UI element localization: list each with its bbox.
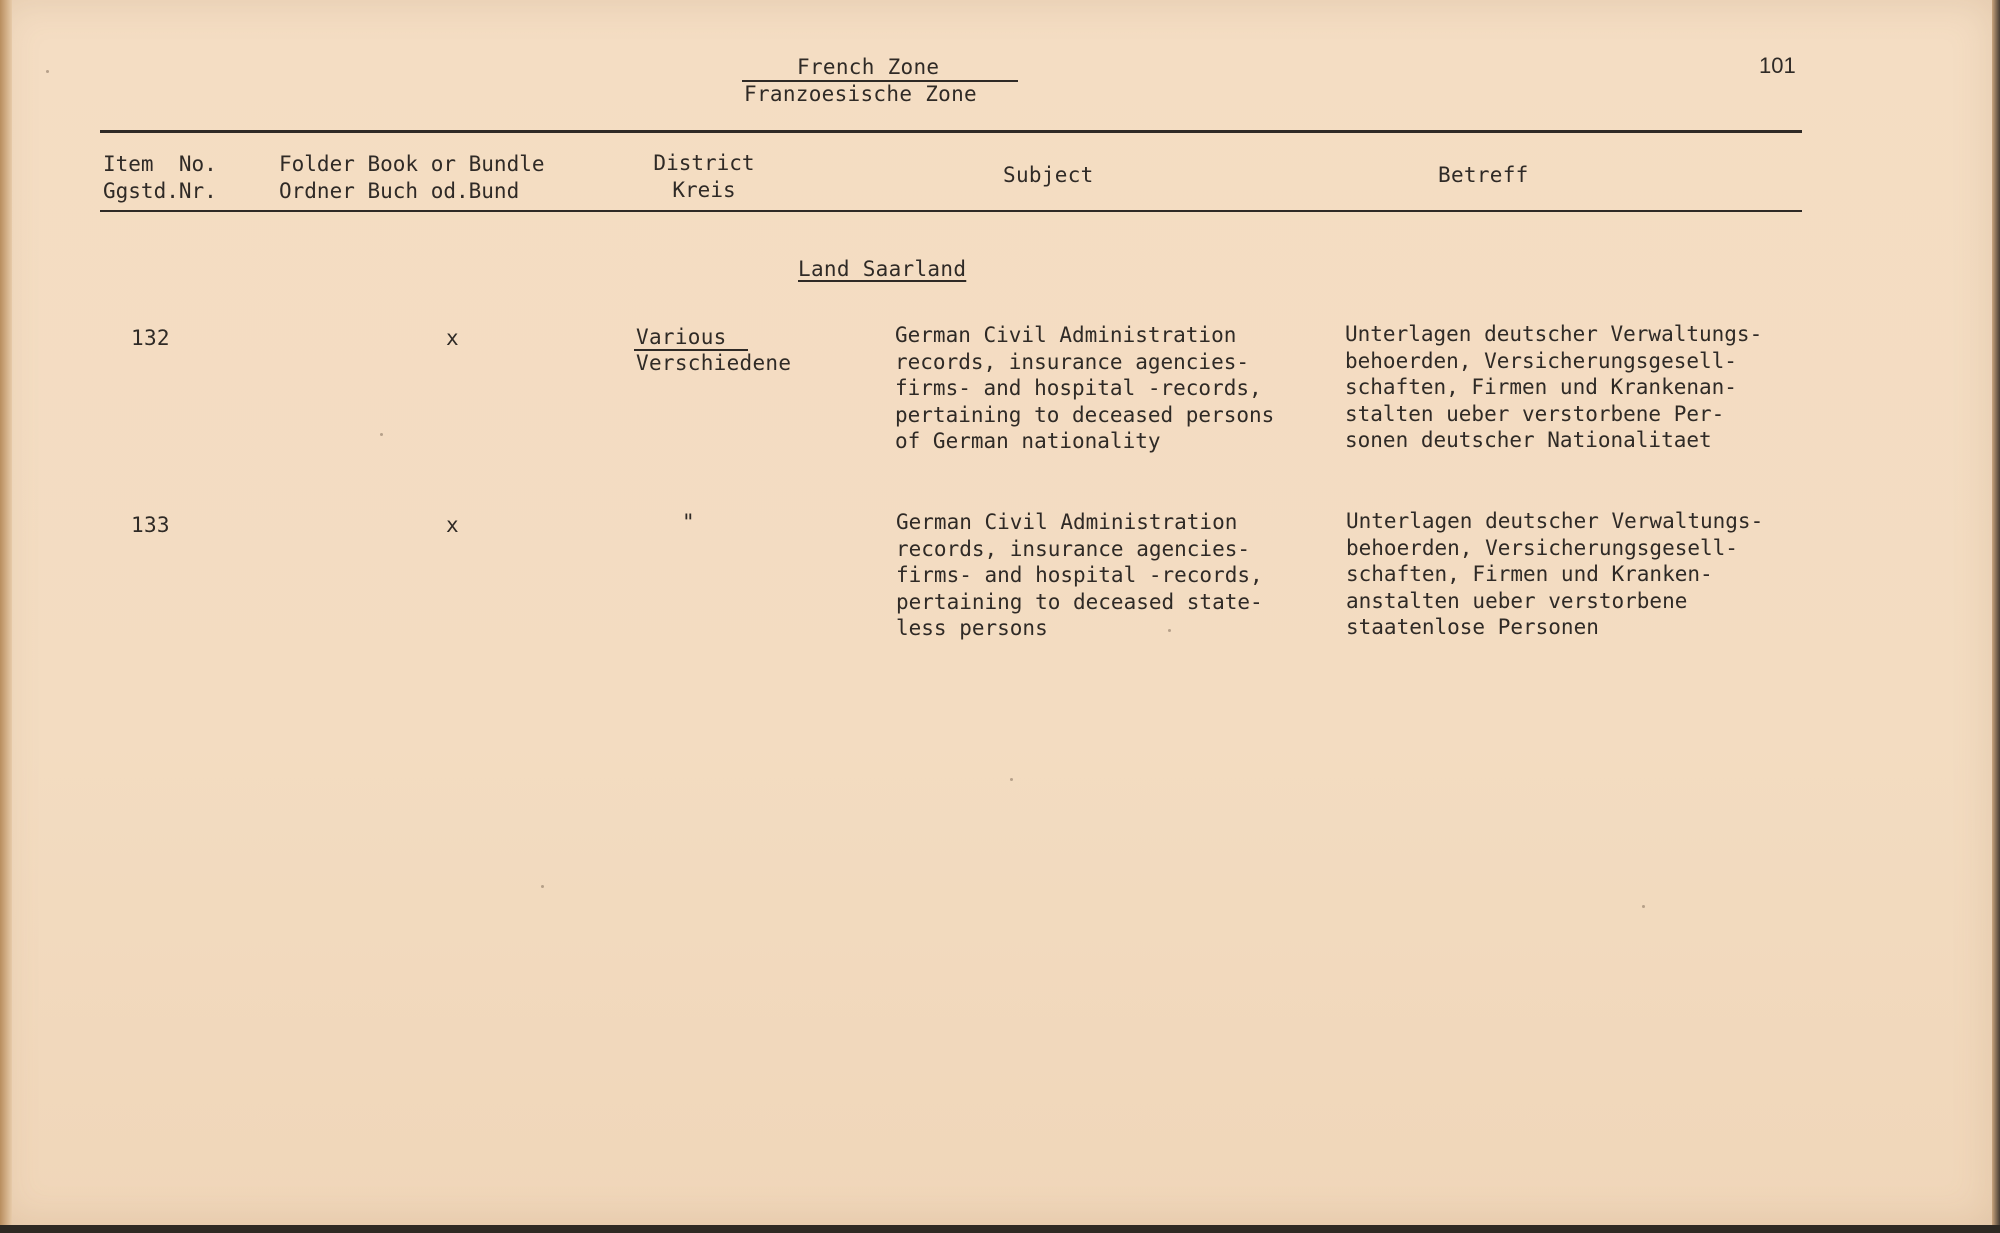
paper-speck: [1010, 778, 1013, 781]
column-header-district: District Kreis: [653, 151, 755, 202]
paper-speck: [380, 433, 383, 436]
header-top-rule: [100, 130, 1802, 133]
page-right-edge: [1992, 0, 2000, 1233]
row-132-subject: German Civil Administration records, insurance agencies- firms- and hospital -records, pertaining to deceased persons of German nationality: [895, 323, 1275, 453]
row-133-item-no: 133: [131, 513, 170, 537]
column-header-betreff: Betreff: [1438, 163, 1529, 187]
page-number: 101: [1759, 53, 1796, 78]
paper-speck: [541, 885, 544, 888]
page-bottom-edge: [0, 1225, 2000, 1233]
zone-title-de: Franzoesische Zone: [744, 82, 977, 106]
row-133-district-ditto: ": [682, 510, 695, 534]
paper-speck: [46, 70, 49, 73]
column-header-folder: Folder Book or Bundle Ordner Buch od.Bund: [279, 152, 545, 203]
paper-speck: [1642, 905, 1645, 908]
paper-speck: [1168, 629, 1171, 632]
column-header-subject: Subject: [1003, 163, 1094, 187]
row-133-folder-mark: x: [446, 513, 459, 537]
zone-title-en: French Zone: [797, 55, 940, 79]
row-132-folder-mark: x: [446, 326, 459, 350]
row-132-item-no: 132: [131, 326, 170, 350]
row-132-district-en: Various: [636, 325, 727, 349]
header-bottom-rule: [100, 210, 1802, 212]
section-title: Land Saarland: [798, 257, 967, 281]
row-132-district-de: Verschiedene: [636, 351, 792, 375]
page-spine-edge: [0, 0, 12, 1225]
row-133-subject: German Civil Administration records, insurance agencies- firms- and hospital -records, pertaining to deceased state- less persons: [896, 510, 1263, 640]
row-132-betreff: Unterlagen deutscher Verwaltungs- behoerden, Versicherungsgesell- schaften, Firmen und Krankenan- stalten ueber verstorbene Per- sonen deutscher Nationalitaet: [1345, 322, 1763, 452]
column-header-item-no: Item No. Ggstd.Nr.: [103, 152, 217, 203]
row-133-betreff: Unterlagen deutscher Verwaltungs- behoerden, Versicherungsgesell- schaften, Firmen und Kranken- anstalten ueber verstorbene staatenlose Personen: [1346, 509, 1764, 639]
